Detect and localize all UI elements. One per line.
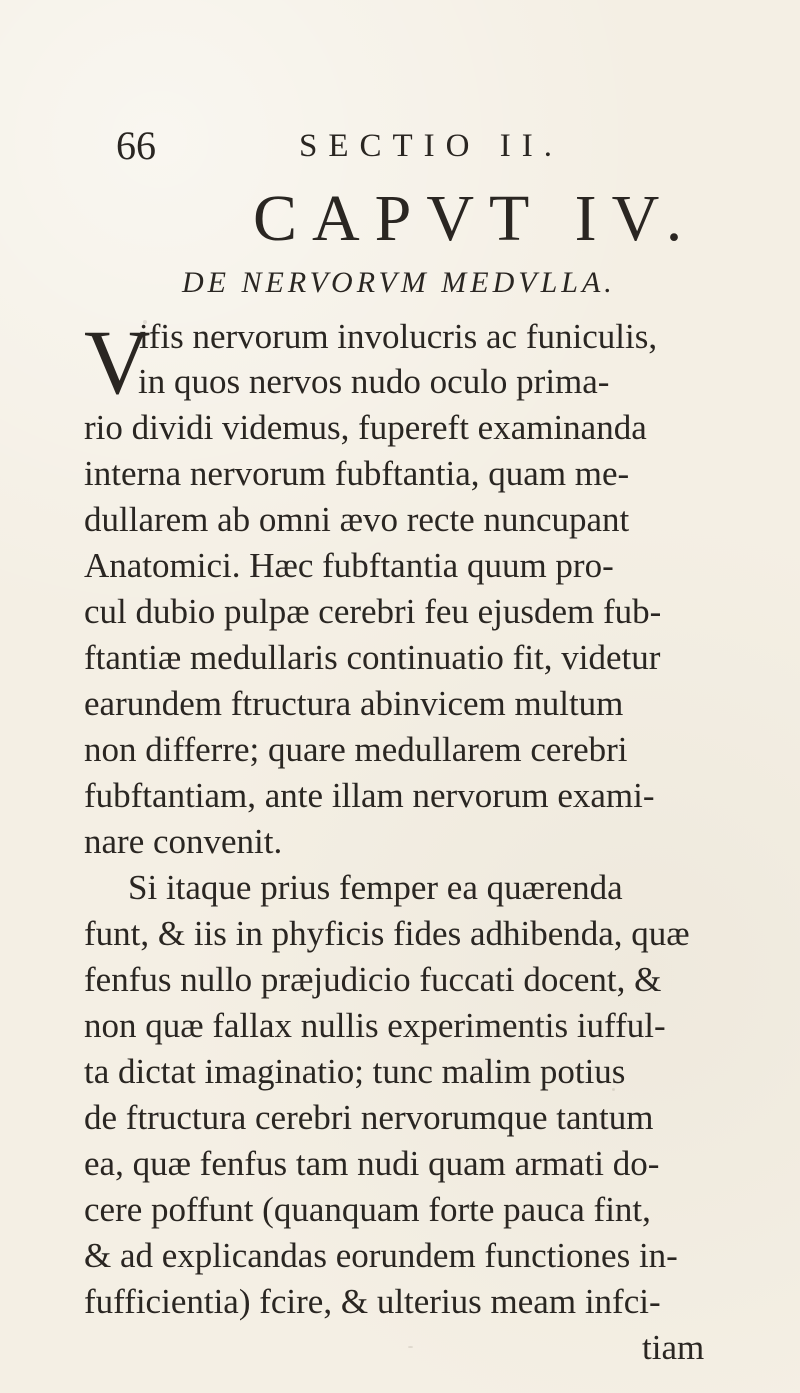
running-head xyxy=(116,122,636,170)
text-line: rio dividi videmus, fupereft examinanda xyxy=(84,408,647,447)
text-line: de ftructura cerebri nervorumque tantum xyxy=(84,1098,654,1137)
catchword: tiam xyxy=(642,1328,705,1367)
text-line: ta dictat imaginatio; tunc malim potius xyxy=(84,1052,626,1091)
text-line: funt, & iis in phyficis fides adhibenda, quæ xyxy=(84,914,690,953)
text-line: ifis nervorum involucris ac funiculis, xyxy=(139,317,658,356)
text-line: fenfus nullo præjudicio fuccati docent, & xyxy=(84,960,662,999)
text-line: Si itaque prius femper ea quærenda xyxy=(128,868,623,907)
text-line: earundem ftructura abinvicem multum xyxy=(84,684,624,723)
text-line: ftantiæ medullaris continuatio fit, videtur xyxy=(84,638,661,677)
text-line: nare convenit. xyxy=(84,822,283,861)
text-line: Anatomici. Hæc fubftantia quum pro- xyxy=(84,546,614,585)
text-line: dullarem ab omni ævo recte nuncupant xyxy=(84,500,630,539)
paper-speck xyxy=(408,1346,413,1348)
section-label: SECTIO II. xyxy=(299,128,563,164)
chapter-subtitle: DE NERVORVM MEDVLLA. xyxy=(182,266,616,299)
text-line: cere poffunt (quanquam forte pauca fint, xyxy=(84,1190,651,1229)
text-line: cul dubio pulpæ cerebri feu ejusdem fub- xyxy=(84,592,662,631)
body-text xyxy=(84,311,774,1375)
text-line: fubftantiam, ante illam nervorum exami- xyxy=(84,776,655,815)
paper-speck xyxy=(612,1088,615,1091)
chapter-title: CAPVT IV. xyxy=(253,182,698,255)
drop-cap: V xyxy=(84,311,151,413)
text-line: & ad explicandas eorundem functiones in- xyxy=(84,1236,678,1275)
text-line: interna nervorum fubftantia, quam me- xyxy=(84,454,630,493)
text-line: in quos nervos nudo oculo prima- xyxy=(138,362,610,401)
text-line: ea, quæ fenfus tam nudi quam armati do- xyxy=(84,1144,660,1183)
text-line: non quæ fallax nullis experimentis iufful- xyxy=(84,1006,666,1045)
text-line: non differre; quare medullarem cerebri xyxy=(84,730,628,769)
page-number: 66 xyxy=(116,123,156,168)
text-line: fufficientia) fcire, & ulterius meam infci- xyxy=(84,1282,661,1321)
paper-speck xyxy=(143,320,147,324)
